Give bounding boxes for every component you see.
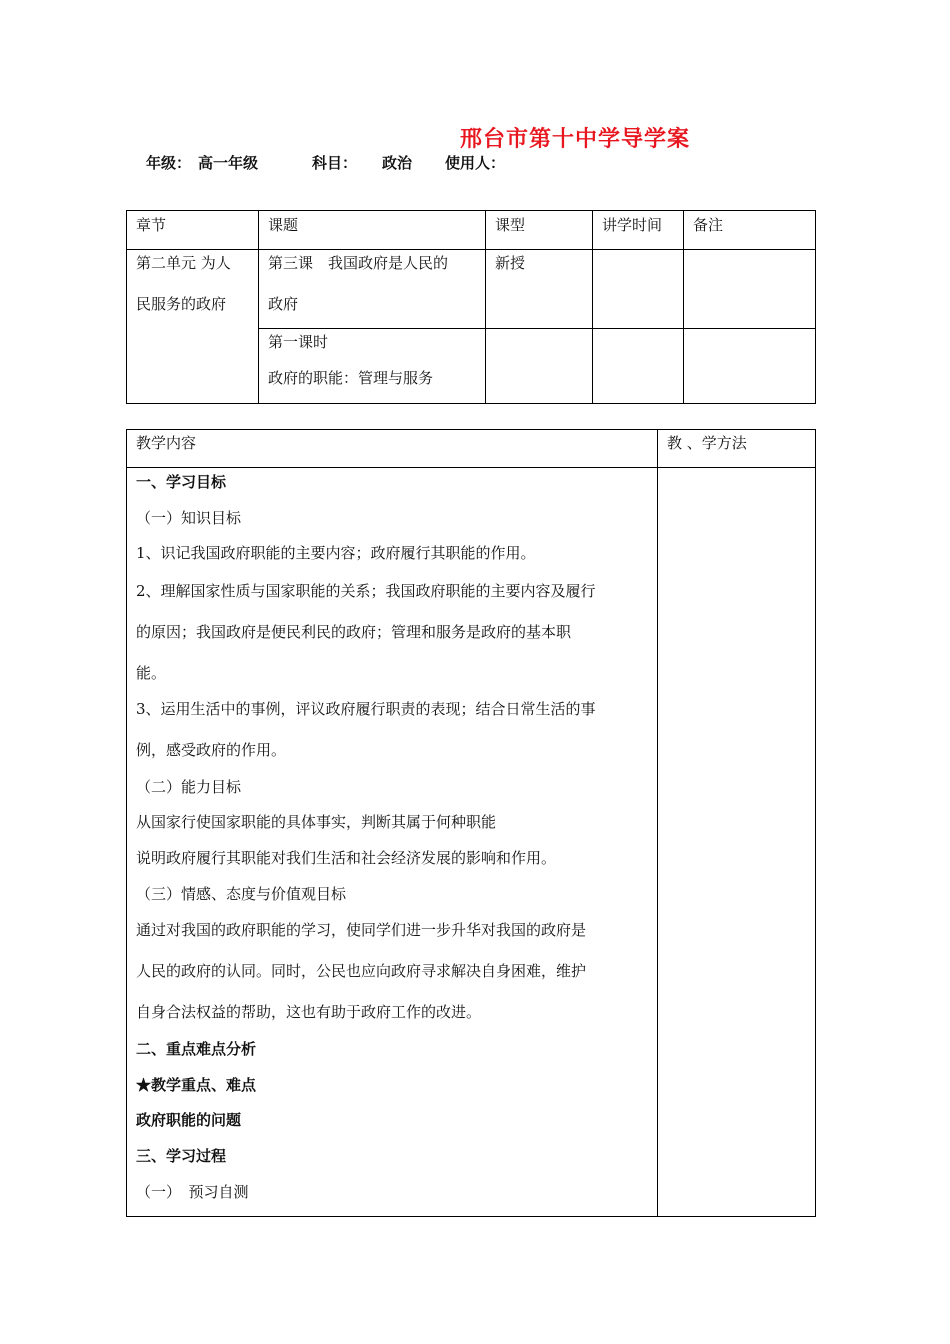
method-header: 教 、学方法	[667, 434, 747, 452]
bold-subheading: ★教学重点、难点	[136, 1076, 257, 1094]
section-heading: 一、学习目标	[136, 473, 227, 491]
header-type: 课型	[495, 216, 526, 234]
header-time: 讲学时间	[602, 216, 663, 234]
info-col-divider	[258, 210, 259, 404]
chapter-line: 第二单元 为人	[136, 254, 231, 272]
subsection-heading: （二）能力目标	[136, 778, 242, 796]
period-line: 第一课时	[268, 333, 329, 351]
content-line: 例，感受政府的作用。	[136, 741, 287, 759]
topic-line: 第三课 我国政府是人民的	[268, 254, 449, 272]
content-line: 2、理解国家性质与国家职能的关系；我国政府职能的主要内容及履行	[136, 582, 596, 600]
subsection-heading: （一） 预习自测	[136, 1183, 249, 1201]
section-heading: 二、重点难点分析	[136, 1040, 257, 1058]
user-label: 使用人：	[445, 154, 506, 172]
subject-value: 政治	[382, 154, 413, 172]
info-col-divider	[485, 210, 486, 404]
content-col-divider	[657, 429, 658, 1217]
content-header: 教学内容	[136, 434, 197, 452]
content-line: 自身合法权益的帮助，这也有助于政府工作的改进。	[136, 1003, 482, 1021]
lesson-type-value: 新授	[495, 254, 526, 272]
info-col-divider	[683, 210, 684, 404]
content-line: 3、运用生活中的事例，评议政府履行职责的表现；结合日常生活的事	[136, 700, 596, 718]
grade-value: 高一年级	[198, 154, 259, 172]
content-line: 1、识记我国政府职能的主要内容；政府履行其职能的作用。	[136, 544, 536, 562]
content-line: 能。	[136, 664, 167, 682]
header-topic: 课题	[268, 216, 299, 234]
section-heading: 三、学习过程	[136, 1147, 227, 1165]
content-line: 的原因；我国政府是便民利民的政府；管理和服务是政府的基本职	[136, 623, 572, 641]
document-title: 邢台市第十中学导学案	[460, 126, 691, 152]
period-line: 政府的职能：管理与服务	[268, 369, 434, 387]
header-notes: 备注	[693, 216, 724, 234]
content-line: 说明政府履行其职能对我们生活和社会经济发展的影响和作用。	[136, 849, 557, 867]
bold-subheading: 政府职能的问题	[136, 1111, 242, 1129]
info-col-divider	[592, 210, 593, 404]
topic-line: 政府	[268, 295, 299, 313]
content-header-divider	[126, 467, 816, 468]
subsection-heading: （一）知识目标	[136, 509, 242, 527]
subject-label: 科目：	[312, 154, 358, 172]
subsection-heading: （三）情感、态度与价值观目标	[136, 885, 347, 903]
info-row-divider	[258, 328, 816, 329]
header-chapter: 章节	[136, 216, 167, 234]
grade-label: 年级：	[146, 154, 192, 172]
content-line: 通过对我国的政府职能的学习，使同学们进一步升华对我国的政府是	[136, 921, 587, 939]
chapter-line: 民服务的政府	[136, 295, 227, 313]
content-line: 从国家行使国家职能的具体事实，判断其属于何种职能	[136, 813, 497, 831]
content-line: 人民的政府的认同。同时，公民也应向政府寻求解决自身困难，维护	[136, 962, 587, 980]
